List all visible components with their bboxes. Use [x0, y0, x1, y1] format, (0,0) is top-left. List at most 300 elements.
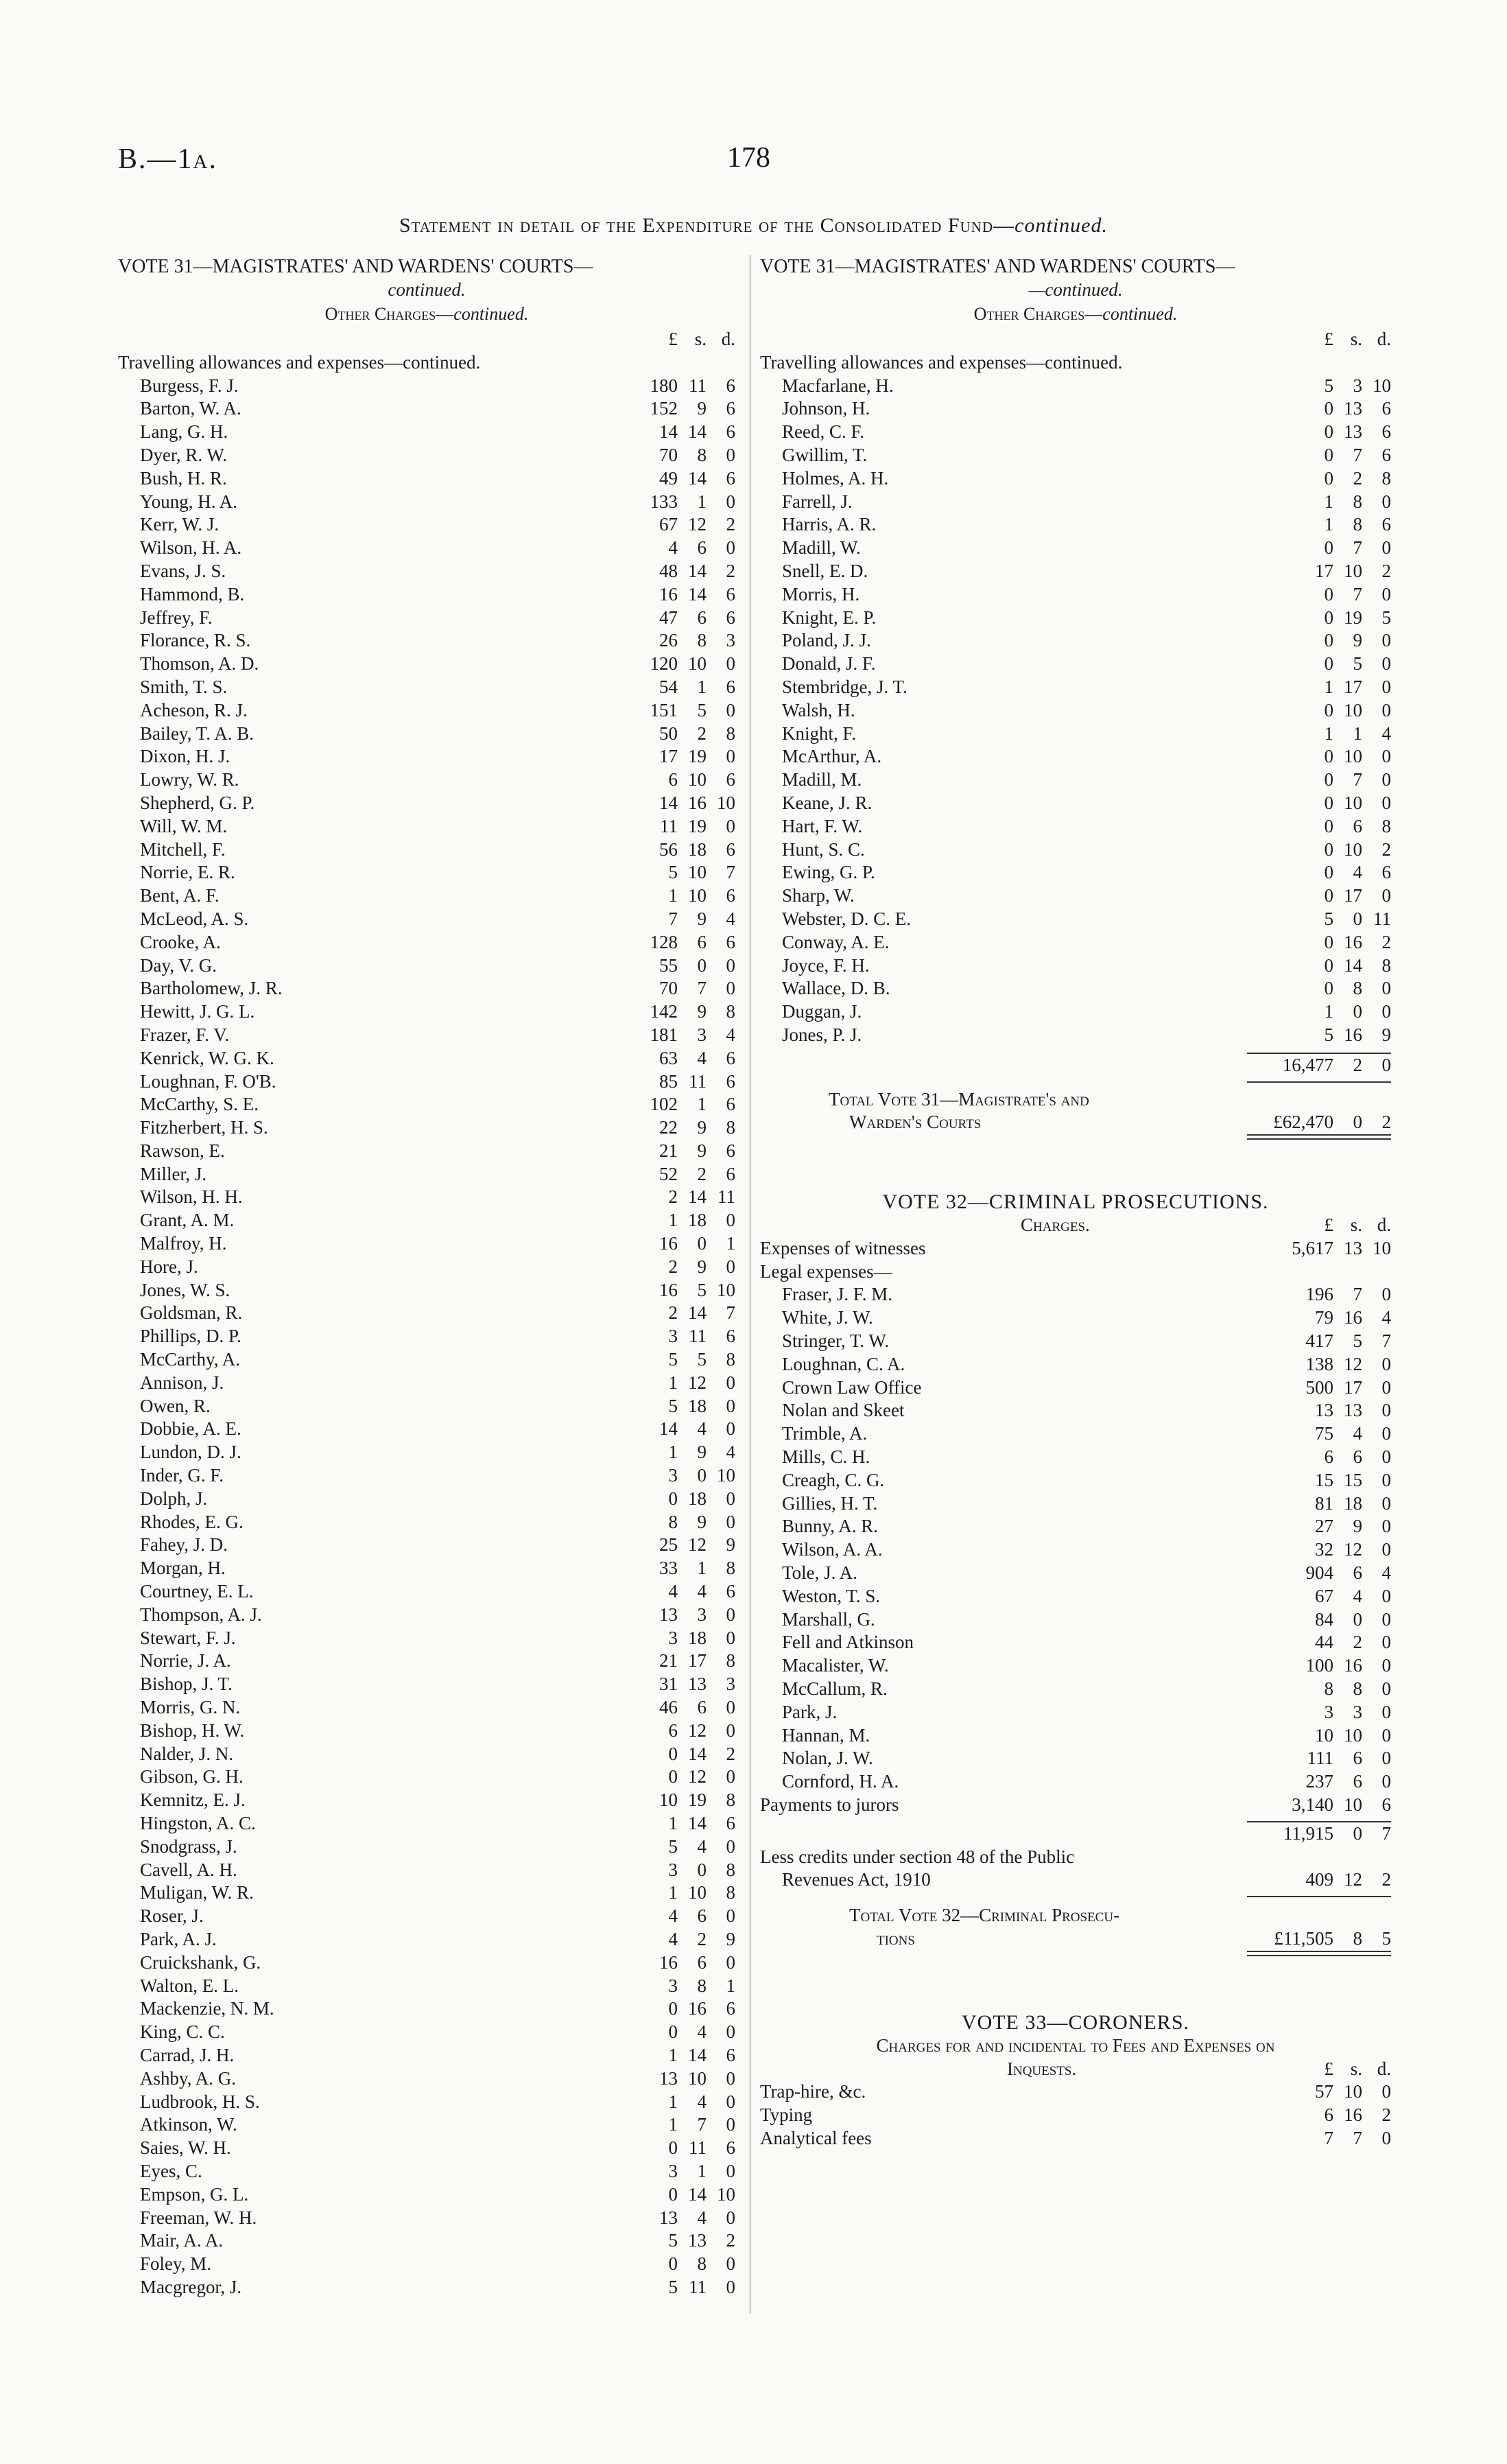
row-shillings: 7 [1353, 2127, 1362, 2148]
table-row [118, 1928, 735, 1951]
row-shillings: 6 [697, 931, 707, 952]
row-shillings: 16 [1344, 1307, 1362, 1328]
row-pence: 0 [1381, 676, 1391, 697]
table-row [118, 1024, 735, 1047]
row-label: Gibson, G. H. [140, 1766, 244, 1787]
row-pounds: 70 [659, 978, 678, 999]
table-row [760, 815, 1391, 838]
vote32-legal-heading [760, 1260, 1391, 1284]
row-pence: 0 [726, 699, 735, 720]
table-row [760, 1654, 1391, 1678]
row-pence: 2 [1381, 931, 1391, 952]
row-label: Day, V. G. [140, 954, 217, 976]
row-label: Tole, J. A. [782, 1562, 857, 1584]
jurors-pence: 6 [1381, 1794, 1391, 1816]
row-label: Norrie, J. A. [140, 1650, 231, 1671]
row-label: Jones, W. S. [140, 1279, 230, 1300]
row-pounds: 1 [668, 1210, 678, 1231]
row-pounds: 237 [1305, 1771, 1333, 1792]
row-shillings: 14 [688, 467, 707, 489]
table-row [760, 444, 1391, 467]
row-pounds: 142 [650, 1001, 678, 1022]
row-label: Empson, G. L. [140, 2183, 249, 2205]
row-shillings: 6 [1353, 1748, 1362, 1769]
row-pounds: 57 [1315, 2081, 1333, 2102]
row-label: Hunt, S. C. [782, 838, 865, 860]
row-shillings: 0 [697, 954, 707, 976]
row-pence: 6 [726, 375, 735, 396]
table-row [118, 2091, 735, 2114]
vote32-less-row-2 [760, 1868, 1391, 1892]
group-label: Travelling allowances and expenses—continued. [760, 351, 1123, 373]
row-label: Dixon, H. J. [140, 746, 230, 767]
row-pounds: 5 [668, 1395, 678, 1416]
row-label: Holmes, A. H. [782, 467, 889, 489]
row-label: Mitchell, F. [140, 838, 226, 860]
table-row [118, 1905, 735, 1928]
row-pounds: 14 [659, 1418, 678, 1440]
row-label: Wallace, D. B. [782, 978, 890, 999]
row-shillings: 19 [1344, 607, 1362, 628]
table-row [760, 1631, 1391, 1654]
row-pence: 1 [726, 1233, 735, 1254]
table-row [118, 1279, 735, 1302]
row-pence: 1 [726, 1975, 735, 1996]
row-label: Johnson, H. [782, 398, 870, 419]
row-pence: 0 [726, 2091, 735, 2112]
row-pence: 6 [726, 467, 735, 489]
table-row [760, 1330, 1391, 1353]
row-shillings: 10 [1344, 2081, 1362, 2102]
row-shillings: 0 [1353, 908, 1362, 929]
vote32-less-row-1 [760, 1846, 1391, 1869]
vote33-charges-text-1: Charges for and incidental to Fees and Expenses on [876, 2034, 1275, 2056]
row-pounds: 0 [1324, 421, 1333, 443]
right-rows [760, 375, 1391, 1047]
table-row [118, 931, 735, 954]
row-label: Ludbrook, H. S. [140, 2091, 260, 2112]
row-shillings: 9 [697, 1117, 707, 1138]
row-pence: 0 [726, 978, 735, 999]
row-pence: 0 [1381, 1400, 1391, 1421]
table-row [118, 1511, 735, 1534]
row-shillings: 16 [1344, 2104, 1362, 2126]
right-column [760, 255, 1391, 2150]
row-pounds: 2 [668, 1302, 678, 1324]
row-pounds: 17 [659, 746, 678, 767]
row-label: Saies, W. H. [140, 2137, 231, 2159]
table-row [760, 560, 1391, 583]
table-row [760, 1469, 1391, 1492]
row-label: Knight, F. [782, 723, 857, 744]
row-label: Reed, C. F. [782, 421, 865, 443]
row-label: Webster, D. C. E. [782, 908, 911, 929]
row-pounds: 16 [659, 583, 678, 605]
row-label: Lang, G. H. [140, 421, 228, 443]
row-shillings: 9 [697, 908, 707, 929]
table-row [118, 2207, 735, 2230]
row-label: Stembridge, J. T. [782, 676, 907, 697]
vote33-headings [760, 2058, 1391, 2081]
row-pounds: 13 [659, 2207, 678, 2228]
row-pence: 0 [1381, 885, 1391, 906]
row-pounds: 0 [1324, 630, 1333, 651]
row-pounds: 85 [659, 1070, 678, 1092]
row-label: Mackenzie, N. M. [140, 1998, 274, 2019]
row-pence: 0 [726, 537, 735, 559]
row-pounds: 0 [1324, 862, 1333, 883]
page-number: 178 [727, 142, 770, 174]
row-label: Malfroy, H. [140, 1233, 227, 1254]
row-shillings: 0 [697, 1859, 707, 1880]
row-pounds: 26 [659, 630, 678, 651]
pounds-heading: £ [1324, 2058, 1333, 2079]
row-shillings: 6 [697, 537, 707, 559]
row-pounds: 49 [659, 467, 678, 489]
row-label: Creagh, C. G. [782, 1469, 885, 1490]
row-pence: 8 [726, 723, 735, 744]
row-pounds: 3 [668, 1627, 678, 1648]
row-pence: 6 [726, 885, 735, 906]
row-shillings: 6 [1353, 1446, 1362, 1468]
row-shillings: 4 [697, 1418, 707, 1440]
table-row [760, 908, 1391, 931]
table-row [760, 861, 1391, 884]
row-pounds: 120 [650, 653, 678, 674]
table-row [760, 1283, 1391, 1306]
row-pounds: 13 [659, 1604, 678, 1625]
row-label: Cornford, H. A. [782, 1771, 899, 1792]
row-pence: 8 [1381, 815, 1391, 836]
row-pence: 0 [1381, 1516, 1391, 1537]
vote31-subtotal-row [760, 1054, 1391, 1077]
table-row [118, 513, 735, 537]
pence-heading: d. [1377, 329, 1391, 349]
table-row [118, 2229, 735, 2253]
table-row [118, 792, 735, 815]
row-shillings: 17 [1344, 1376, 1362, 1398]
row-shillings: 7 [697, 978, 707, 999]
row-pounds: 2 [668, 1256, 678, 1277]
vote31-total-row [760, 1111, 1391, 1134]
row-pounds: 31 [659, 1674, 678, 1695]
table-row [118, 2183, 735, 2207]
row-label: McCarthy, S. E. [140, 1094, 259, 1115]
table-row [118, 676, 735, 699]
row-pounds: 0 [1324, 792, 1333, 813]
row-pounds: 5 [668, 1835, 678, 1857]
vote31-title-left: VOTE 31—MAGISTRATES' AND WARDENS' COURTS— [118, 256, 593, 277]
row-shillings: 10 [688, 1882, 707, 1903]
row-pence: 0 [1381, 1376, 1391, 1398]
row-shillings: 2 [1353, 467, 1362, 489]
shillings-heading: s. [694, 329, 707, 349]
row-pounds: 151 [650, 699, 678, 720]
table-row [760, 792, 1391, 815]
table-row [118, 1232, 735, 1256]
vote32-total-row [760, 1927, 1391, 1951]
row-pence: 6 [726, 2044, 735, 2065]
row-shillings: 16 [1344, 931, 1362, 952]
row-label: Mills, C. H. [782, 1446, 870, 1468]
table-row [118, 1673, 735, 1696]
table-row [760, 2104, 1391, 2127]
vote32-rows [760, 1283, 1391, 1794]
group-heading [760, 351, 1391, 375]
table-row [118, 1140, 735, 1163]
row-label: Bent, A. F. [140, 885, 219, 906]
row-shillings: 12 [688, 1372, 707, 1393]
row-label: Analytical fees [760, 2127, 872, 2148]
subtotal-spacer [760, 1822, 1258, 1846]
row-label: Marshall, G. [782, 1608, 875, 1630]
row-pounds: 0 [1324, 444, 1333, 465]
table-row [760, 1024, 1391, 1047]
row-pence: 0 [1381, 1446, 1391, 1468]
table-row [118, 1488, 735, 1511]
row-label: Annison, J. [140, 1372, 224, 1393]
row-pence: 0 [726, 2067, 735, 2089]
table-row [118, 908, 735, 931]
row-shillings: 3 [1353, 375, 1362, 396]
row-pounds: 14 [659, 421, 678, 443]
row-pounds: 13 [659, 2067, 678, 2089]
row-shillings: 14 [688, 2183, 707, 2205]
row-pounds: 48 [659, 560, 678, 581]
row-pounds: 3 [668, 1326, 678, 1347]
vote33-charges-head-1 [760, 2034, 1391, 2058]
table-row [760, 838, 1391, 862]
row-pence: 0 [1381, 1585, 1391, 1606]
row-pounds: 50 [659, 723, 678, 744]
row-pounds: 11 [660, 815, 678, 836]
table-row [760, 1747, 1391, 1770]
row-pence: 2 [1381, 2104, 1391, 2126]
row-label: Sharp, W. [782, 885, 855, 906]
row-shillings: 4 [697, 2021, 707, 2043]
column-headings [760, 328, 1391, 351]
vote33-title: VOTE 33—CORONERS. [961, 2010, 1189, 2034]
row-pence: 0 [726, 1395, 735, 1416]
statement-title-text: Statement in detail of the Expenditure of the Consolidated Fund— [399, 214, 1015, 237]
row-shillings: 13 [1344, 421, 1362, 443]
table-row [760, 1422, 1391, 1446]
row-shillings: 16 [688, 1998, 707, 2019]
table-row [118, 2276, 735, 2299]
row-pence: 6 [726, 583, 735, 605]
row-shillings: 8 [1353, 1678, 1362, 1700]
table-row [760, 1538, 1391, 1562]
table-row [118, 1093, 735, 1116]
table-row [118, 1951, 735, 1975]
row-shillings: 14 [688, 2044, 707, 2065]
row-label: Joyce, F. H. [782, 954, 870, 976]
vote31-total-pence: 2 [1381, 1112, 1391, 1133]
table-row [760, 513, 1391, 537]
table-row [760, 491, 1391, 514]
less-label-1: Less credits under section 48 of the Public [760, 1846, 1075, 1867]
row-label: Hewitt, J. G. L. [140, 1001, 255, 1022]
row-pence: 0 [726, 2160, 735, 2181]
row-label: Madill, M. [782, 769, 862, 790]
row-shillings: 14 [688, 1186, 707, 1208]
vote31-sub-right: —continued. [1028, 279, 1123, 300]
row-shillings: 5 [1353, 1330, 1362, 1352]
row-label: Courtney, E. L. [140, 1581, 254, 1602]
less-pounds: 409 [1305, 1869, 1333, 1890]
row-pounds: 0 [1324, 746, 1333, 767]
pounds-heading: £ [1324, 1215, 1333, 1236]
row-pence: 0 [1381, 978, 1391, 999]
row-pence: 2 [1381, 838, 1391, 860]
shillings-heading: s. [1350, 2058, 1362, 2079]
row-pounds: 5 [1324, 1024, 1333, 1045]
row-pounds: 0 [1324, 954, 1333, 976]
table-row [760, 884, 1391, 908]
table-row [118, 1000, 735, 1024]
row-label: Cavell, A. H. [140, 1859, 237, 1880]
table-row [760, 1678, 1391, 1701]
row-pence: 0 [1381, 1539, 1391, 1560]
row-label: Goldsman, R. [140, 1302, 243, 1324]
row-label: Macalister, W. [782, 1655, 889, 1676]
row-shillings: 18 [1344, 1492, 1362, 1514]
row-label: Park, A. J. [140, 1928, 217, 1949]
row-pounds: 133 [650, 491, 678, 512]
vote31-total-label-2: Warden's Courts [849, 1112, 982, 1133]
row-pounds: 0 [668, 2137, 678, 2159]
row-label: Wilson, H. A. [140, 537, 242, 559]
row-label: Evans, J. S. [140, 560, 226, 581]
row-pence: 0 [726, 2276, 735, 2297]
row-shillings: 2 [697, 723, 707, 744]
row-shillings: 17 [688, 1650, 707, 1671]
row-pounds: 3 [668, 1975, 678, 1996]
row-shillings: 6 [1353, 1771, 1362, 1792]
row-shillings: 19 [688, 746, 707, 767]
table-row [118, 1418, 735, 1441]
vote31-total-label-1: Total Vote 31—Magistrate's and [829, 1088, 1089, 1110]
row-label: Carrad, J. H. [140, 2044, 235, 2065]
vote32-headings [760, 1214, 1391, 1237]
row-label: Morris, H. [782, 583, 860, 605]
table-row [118, 861, 735, 884]
row-shillings: 4 [1353, 1585, 1362, 1606]
table-row [118, 723, 735, 746]
row-label: Frazer, F. V. [140, 1024, 230, 1045]
table-row [760, 583, 1391, 607]
row-pence: 7 [726, 862, 735, 883]
vote32-subtotal-pence: 7 [1381, 1822, 1391, 1844]
row-pence: 2 [726, 1743, 735, 1764]
row-pence: 8 [1381, 954, 1391, 976]
table-row [118, 1580, 735, 1604]
row-pounds: 181 [650, 1024, 678, 1045]
table-row [118, 2021, 735, 2044]
row-label: Jeffrey, F. [140, 607, 213, 628]
row-pounds: 6 [1324, 2104, 1333, 2126]
row-label: Gwillim, T. [782, 444, 868, 465]
row-pounds: 52 [659, 1163, 678, 1184]
table-row [118, 1812, 735, 1835]
row-label: Ashby, A. G. [140, 2067, 237, 2089]
row-pence: 6 [726, 769, 735, 790]
row-label: Donald, J. F. [782, 653, 876, 674]
table-row [760, 2127, 1391, 2150]
vote32-subtotal-pounds: 11,915 [1283, 1822, 1333, 1844]
row-pounds: 1 [1324, 676, 1333, 697]
row-pence: 0 [726, 1488, 735, 1509]
row-pence: 0 [726, 2253, 735, 2275]
table-row [118, 583, 735, 607]
table-row [118, 1997, 735, 2021]
row-label: Morgan, H. [140, 1558, 226, 1579]
row-shillings: 9 [697, 1511, 707, 1532]
table-row [118, 1627, 735, 1650]
row-shillings: 14 [688, 583, 707, 605]
table-row [118, 1395, 735, 1418]
row-pounds: 0 [668, 1743, 678, 1764]
row-label: Owen, R. [140, 1395, 211, 1416]
row-pence: 4 [1381, 1562, 1391, 1584]
table-row [118, 1116, 735, 1140]
row-shillings: 14 [688, 421, 707, 443]
vote32-total-label-1: Total Vote 32—Criminal Prosecu- [849, 1905, 1120, 1926]
row-shillings: 12 [688, 1534, 707, 1556]
row-pence: 4 [1381, 1307, 1391, 1328]
table-row [118, 2253, 735, 2276]
row-label: Hart, F. W. [782, 815, 863, 836]
table-row [118, 2067, 735, 2091]
vote31-title-right: VOTE 31—MAGISTRATES' AND WARDENS' COURTS— [760, 256, 1235, 277]
row-pounds: 138 [1305, 1353, 1333, 1374]
row-pence: 6 [726, 421, 735, 443]
row-pence: 0 [1381, 2081, 1391, 2102]
row-pence: 0 [726, 491, 735, 512]
row-shillings: 3 [697, 1604, 707, 1625]
row-shillings: 0 [697, 1465, 707, 1486]
row-pounds: 5 [668, 2276, 678, 2297]
row-pence: 10 [717, 2183, 735, 2205]
row-pounds: 0 [1324, 607, 1333, 628]
row-label: Snodgrass, J. [140, 1835, 237, 1857]
row-shillings: 12 [1344, 1353, 1362, 1374]
row-pence: 6 [726, 607, 735, 628]
table-row [118, 1534, 735, 1557]
row-label: Kenrick, W. G. K. [140, 1047, 274, 1068]
row-pence: 4 [726, 908, 735, 929]
row-pounds: 32 [1315, 1539, 1333, 1560]
row-shillings: 3 [697, 1024, 707, 1045]
row-pounds: 17 [1315, 560, 1333, 581]
row-pence: 0 [1381, 699, 1391, 720]
row-pounds: 3 [668, 1465, 678, 1486]
row-pounds: 1 [1324, 491, 1333, 512]
row-pence: 0 [1381, 1748, 1391, 1769]
heading-spacer [760, 328, 1285, 351]
row-pounds: 0 [1324, 653, 1333, 674]
row-label: Eyes, C. [140, 2160, 202, 2181]
pence-heading: d. [1377, 2058, 1391, 2079]
table-row [118, 629, 735, 653]
row-pence: 6 [1381, 514, 1391, 535]
row-label: Florance, R. S. [140, 630, 251, 651]
row-pounds: 0 [1324, 699, 1333, 720]
row-pounds: 84 [1315, 1608, 1333, 1630]
pounds-heading: £ [1324, 329, 1333, 349]
row-pounds: 56 [659, 838, 678, 860]
row-pounds: 0 [1324, 398, 1333, 419]
